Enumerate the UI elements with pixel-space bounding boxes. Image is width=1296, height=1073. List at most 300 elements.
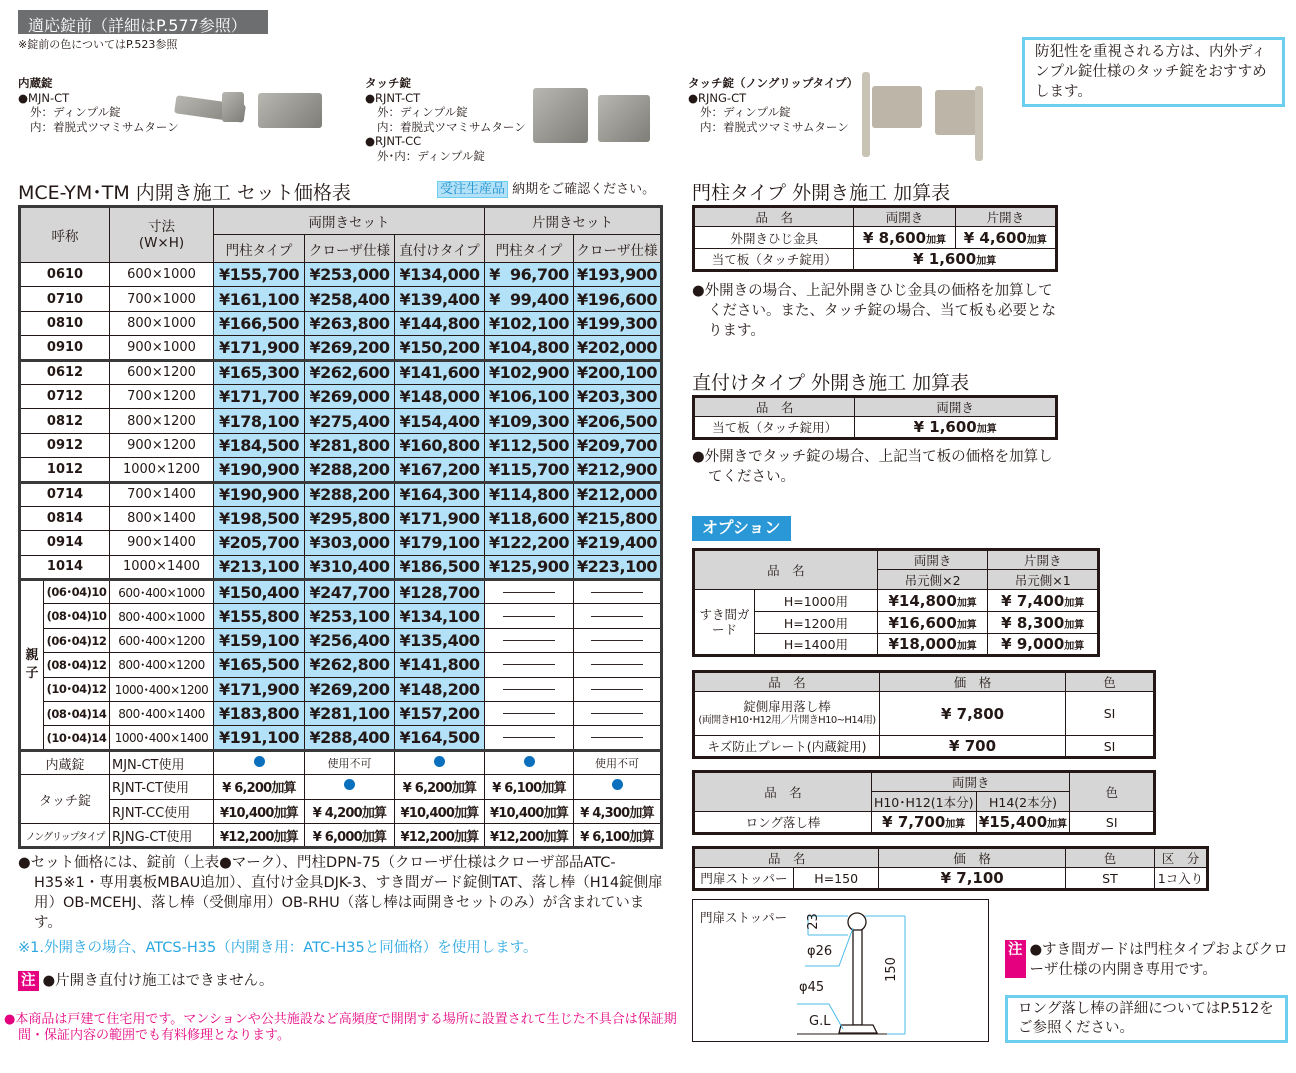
model-code: 0612: [20, 360, 110, 384]
ground-level-label: G.L: [809, 1014, 831, 1029]
long-bolt-ref-box: ロング落し棒の詳細についてはP.512をご参照ください。: [1005, 995, 1288, 1043]
price-cell: ¥171,900: [214, 336, 305, 360]
table-row: [20, 263, 662, 287]
size: 700×1400: [110, 482, 214, 506]
size: 700×1200: [110, 384, 214, 408]
table-row: [20, 677, 662, 701]
color: SI: [1070, 812, 1155, 834]
not-available: ――――: [574, 580, 662, 604]
size: 1000･400×1200: [110, 677, 214, 701]
table-row: [20, 360, 662, 384]
price: ¥ 4,600加算: [955, 227, 1056, 249]
price-cell: ¥281,100: [305, 702, 395, 726]
height: H=1000用: [755, 590, 878, 612]
price-cell: ¥219,400: [574, 531, 662, 555]
model-code: (10･04)14: [44, 726, 110, 750]
height: H=150: [793, 868, 879, 890]
price: ¥ 7,100: [879, 868, 1065, 890]
price-cell: ¥128,700: [395, 580, 485, 604]
price-cell: ¥150,200: [395, 336, 485, 360]
price-cell: ¥223,100: [574, 555, 662, 579]
price: ¥15,400加算: [976, 812, 1070, 834]
price-cell: ¥144,800: [395, 311, 485, 335]
price-cell: ¥269,200: [305, 677, 395, 701]
price-cell: ¥112,500: [485, 433, 574, 457]
price-cell: ¥288,200: [305, 482, 395, 506]
model-code: 0712: [20, 384, 110, 408]
price-cell: ¥148,000: [395, 384, 485, 408]
table-row: [20, 628, 662, 652]
price-cell: ¥171,900: [214, 677, 305, 701]
lock-price: ¥ 4,300加算: [580, 805, 654, 821]
made-to-order-note: [437, 178, 655, 197]
gap-guard-table: [692, 548, 1100, 657]
lock-image-plate: [222, 92, 244, 122]
table-row: [20, 336, 662, 360]
size: 1000×1400: [110, 555, 214, 579]
lock-image-inner: [258, 93, 322, 128]
set-price-table: [18, 205, 663, 849]
size: 800･400×1000: [110, 604, 214, 628]
lock-cell: [214, 799, 305, 823]
header-double: 両開き: [877, 550, 988, 570]
direct-table-title: 直付けタイプ 外開き施工 加算表: [692, 372, 970, 394]
size: 1000･400×1400: [110, 726, 214, 750]
lock-price: ¥ 4,200加算: [312, 805, 387, 821]
item-name: 当て板（タッチ錠用）: [694, 417, 855, 439]
gap-guard-name: すき間ガード: [694, 590, 755, 656]
price-cell: ¥171,700: [214, 384, 305, 408]
item-name: キズ防止プレート(内蔵錠用): [694, 736, 880, 758]
not-available: ――――: [574, 604, 662, 628]
price-cell: ¥102,100: [485, 311, 574, 335]
lock-price: ¥12,200加算: [219, 829, 298, 845]
price-cell: ¥104,800: [485, 336, 574, 360]
price-cell: ¥275,400: [305, 409, 395, 433]
caution-text: ●すき間ガードは門柱タイプおよびクローザ仕様の内開き専用です。: [1029, 942, 1288, 978]
not-available: ――――: [485, 677, 574, 701]
item-name: 当て板（タッチ錠用）: [694, 249, 854, 271]
lock-model: ●RJNT-CC: [365, 134, 422, 148]
lock-price: ¥12,200加算: [490, 829, 569, 845]
header-col: 門柱タイプ: [214, 235, 305, 263]
not-available: ――――: [485, 628, 574, 652]
price-cell: ¥ 99,400: [485, 287, 574, 311]
price-cell: ¥206,500: [574, 409, 662, 433]
size: 700×1000: [110, 287, 214, 311]
price-cell: ¥205,700: [214, 531, 305, 555]
price-cell: ¥122,200: [485, 531, 574, 555]
price: ¥16,600加算: [877, 612, 988, 634]
lock-category: タッチ錠: [365, 76, 411, 90]
lock-cell: [485, 823, 574, 847]
price-cell: ¥102,900: [485, 360, 574, 384]
size: 600×1000: [110, 263, 214, 287]
model-code: (08･04)14: [44, 702, 110, 726]
pillar-add-table: [692, 205, 1058, 272]
lock-line: 外：ディンプル錠: [377, 105, 468, 119]
oyako-label: 親子: [20, 580, 44, 751]
lock-cell: [574, 775, 662, 799]
price-cell: ¥193,900: [574, 263, 662, 287]
header-size: 寸法 (W×H): [110, 207, 214, 263]
header-double: 両開き: [871, 772, 1070, 792]
price-cell: ¥269,000: [305, 384, 395, 408]
lock-price: ¥ 6,000加算: [312, 829, 387, 845]
lock-price: ¥ 6,100加算: [580, 829, 654, 845]
price: ¥ 8,600加算: [854, 227, 955, 249]
price-cell: ¥186,500: [395, 555, 485, 579]
table-row: [20, 433, 662, 457]
header-price: 価 格: [879, 672, 1065, 692]
price-cell: ¥212,000: [574, 482, 662, 506]
not-usable: 使用不可: [574, 750, 662, 774]
lock-row: [20, 823, 662, 847]
model-code: 0610: [20, 263, 110, 287]
model-code: 0912: [20, 433, 110, 457]
price-cell: ¥310,400: [305, 555, 395, 579]
header-name: 呼称: [20, 207, 110, 263]
size: 800･400×1200: [110, 653, 214, 677]
price-cell: ¥125,900: [485, 555, 574, 579]
header-col: 門柱タイプ: [485, 235, 574, 263]
model-code: 0910: [20, 336, 110, 360]
size: 600×1200: [110, 360, 214, 384]
lock-line: 内：着脱式ツマミサムターン: [30, 119, 179, 134]
lock-price: ¥12,200加算: [400, 829, 479, 845]
header-single: 片開き: [955, 207, 1056, 227]
header-double: 両開き: [854, 207, 955, 227]
price-cell: ¥160,800: [395, 433, 485, 457]
header-single: 片開き: [988, 550, 1099, 570]
price-cell: ¥134,100: [395, 604, 485, 628]
price: ¥ 7,700加算: [871, 812, 976, 834]
price-cell: ¥196,600: [574, 287, 662, 311]
stopper-diagram: [692, 899, 989, 1042]
lock-model: RJNG-CT使用: [110, 823, 214, 847]
model-code: (08･04)10: [44, 604, 110, 628]
price-cell: ¥191,100: [214, 726, 305, 750]
price-cell: ¥288,400: [305, 726, 395, 750]
price-cell: ¥184,500: [214, 433, 305, 457]
price-cell: ¥247,700: [305, 580, 395, 604]
nongrip-handle-image: [862, 72, 870, 157]
price-cell: ¥178,100: [214, 409, 305, 433]
drop-bolt-table: [692, 670, 1156, 759]
header-name: 品 名: [694, 848, 879, 868]
long-bolt-table: [692, 770, 1156, 835]
lock-cell: [305, 799, 395, 823]
model-code: 0810: [20, 311, 110, 335]
price-cell: ¥209,700: [574, 433, 662, 457]
price-cell: ¥253,000: [305, 263, 395, 287]
diagram-title: 門扉ストッパー: [700, 910, 788, 925]
price-cell: ¥212,900: [574, 458, 662, 482]
lock-line: 外：ディンプル錠: [700, 105, 791, 119]
dim-pole-diameter: φ26: [807, 944, 833, 959]
not-usable: 使用不可: [305, 750, 395, 774]
price: ¥ 8,300加算: [988, 612, 1099, 634]
available-dot-icon: [612, 779, 623, 790]
size: 1000×1200: [110, 458, 214, 482]
price-cell: ¥199,300: [574, 311, 662, 335]
not-available: ――――: [485, 604, 574, 628]
table-row: [20, 458, 662, 482]
header-name: 品 名: [694, 397, 855, 417]
caution-badge: 注: [1005, 940, 1026, 978]
lock-row: [20, 750, 662, 774]
model-code: (08･04)12: [44, 653, 110, 677]
header-name: 品 名: [694, 207, 854, 227]
size: 800×1200: [110, 409, 214, 433]
nongrip-lock-image: [872, 86, 922, 128]
lock-model: ●RJNT-CT: [365, 90, 421, 105]
available-dot-icon: [434, 756, 445, 767]
table-row: [20, 409, 662, 433]
height: H=1200用: [755, 612, 878, 634]
price-cell: ¥262,800: [305, 653, 395, 677]
price-cell: ¥288,200: [305, 458, 395, 482]
lock-price: ¥10,400加算: [400, 805, 479, 821]
price: ¥ 9,000加算: [988, 634, 1099, 656]
available-dot-icon: [344, 779, 355, 790]
lock-model: RJNT-CC使用: [110, 799, 214, 823]
header-price: 価 格: [879, 848, 1065, 868]
price-cell: ¥256,400: [305, 628, 395, 652]
price-cell: ¥281,800: [305, 433, 395, 457]
made-to-order-badge: 受注生産品: [437, 181, 508, 198]
price: ¥14,800加算: [877, 590, 988, 612]
nongrip-lock-image: [935, 90, 977, 135]
lock-cell: [574, 799, 662, 823]
lock-price: ¥10,400加算: [219, 805, 298, 821]
size: 900×1400: [110, 531, 214, 555]
price-cell: ¥135,400: [395, 628, 485, 652]
header-color: 色: [1066, 672, 1155, 692]
price-cell: ¥165,300: [214, 360, 305, 384]
header-name: 品 名: [694, 672, 880, 692]
header-col: 直付けタイプ: [395, 235, 485, 263]
price: ¥ 7,800: [879, 692, 1065, 736]
lock-cell: [485, 750, 574, 774]
dim-ball-height: 23: [805, 913, 821, 930]
price-cell: ¥148,200: [395, 677, 485, 701]
pillar-note: ●外開きの場合、上記外開きひじ金具の価格を加算してください。また、タッチ錠の場合、当て板も必要となります。: [692, 283, 1056, 339]
item-name: ロング落し棒: [694, 812, 872, 834]
section-title: 適応錠前（詳細はP.577参照）: [18, 10, 268, 34]
price-cell: ¥171,900: [395, 506, 485, 530]
not-available: ――――: [485, 653, 574, 677]
lock-cell: [395, 799, 485, 823]
lock-cell: [485, 775, 574, 799]
size: 600･400×1200: [110, 628, 214, 652]
lock-model: ●MJN-CT: [18, 90, 70, 105]
price-cell: ¥295,800: [305, 506, 395, 530]
lock-group: 内蔵錠: [20, 750, 110, 774]
not-available: ――――: [485, 702, 574, 726]
model-code: 0710: [20, 287, 110, 311]
lock-price: ¥10,400加算: [490, 805, 569, 821]
footnote-1: ※1.外開きの場合、ATCS-H35（内開き用：ATC-H35と同価格）を使用します。: [18, 940, 538, 956]
direct-add-table: [692, 395, 1058, 440]
price-cell: ¥155,800: [214, 604, 305, 628]
price-cell: ¥139,400: [395, 287, 485, 311]
recommend-box: 防犯性を重視される方は、内外ディンプル錠仕様のタッチ錠をおすすめします。: [1022, 37, 1285, 107]
lock-line: 内：着脱式ツマミサムターン: [700, 119, 849, 134]
price-cell: ¥ 96,700: [485, 263, 574, 287]
header-name: 品 名: [694, 772, 872, 812]
price: ¥ 1,600加算: [855, 417, 1057, 439]
model-code: (10･04)12: [44, 677, 110, 701]
price-cell: ¥155,700: [214, 263, 305, 287]
price-cell: ¥159,100: [214, 628, 305, 652]
lock-row: [20, 799, 662, 823]
header-col: クローザ仕様: [574, 235, 662, 263]
lock-info-builtin: [18, 76, 179, 134]
not-available: ――――: [574, 628, 662, 652]
lock-line: 外･内：ディンプル錠: [377, 148, 485, 163]
model-code: 1012: [20, 458, 110, 482]
direct-note: ●外開きでタッチ錠の場合、上記当て板の価格を加算してください。: [692, 449, 1053, 485]
lock-price: ¥ 6,200加算: [222, 781, 296, 797]
table-row: [20, 384, 662, 408]
quantity: 1コ入り: [1155, 868, 1208, 890]
size: 800×1000: [110, 311, 214, 335]
size: 800×1400: [110, 506, 214, 530]
set-includes-note: ●セット価格には、錠前（上表●マーク）、門柱DPN-75（クローザ仕様はクローザ部品ATC-H35※1・専用裏板MBAU追加）、直付け金具DJK-3、すき間ガード錠側TAT、落し棒（H14錠側扉用）OB-MCEHJ、落し棒（受側扉用）OB-RHU（落し棒は両開きセットのみ）が含まれています。: [18, 855, 663, 931]
available-dot-icon: [254, 756, 265, 767]
lock-cell: [395, 775, 485, 799]
table-row: [20, 653, 662, 677]
item-sub: (両開きH10･H12用／片開きH10~H14用): [698, 714, 876, 726]
table-row: [20, 604, 662, 628]
price-cell: ¥106,100: [485, 384, 574, 408]
not-available: ――――: [485, 580, 574, 604]
price-cell: ¥164,300: [395, 482, 485, 506]
caution-text: ●片開き直付け施工はできません。: [42, 973, 274, 989]
table-row: [20, 580, 662, 604]
caution-badge: 注: [18, 971, 39, 991]
lock-cell: [305, 775, 395, 799]
lock-line: 外：ディンプル錠: [30, 105, 121, 119]
table-row: [20, 506, 662, 530]
price-cell: ¥179,100: [395, 531, 485, 555]
table-row: [20, 726, 662, 750]
lock-line: 内：着脱式ツマミサムターン: [377, 119, 526, 134]
caution-note: [18, 971, 274, 991]
lock-model: ●RJNG-CT: [688, 90, 747, 105]
lock-model: MJN-CT使用: [110, 750, 214, 774]
price-cell: ¥154,400: [395, 409, 485, 433]
header-sub: H14(2本分): [976, 792, 1070, 812]
table-row: [20, 287, 662, 311]
touch-lock-image-inner: [598, 95, 650, 142]
not-available: ――――: [574, 702, 662, 726]
price-cell: ¥157,200: [395, 702, 485, 726]
lock-group: タッチ錠: [20, 775, 110, 824]
lock-info-touch: [365, 76, 526, 163]
price-cell: ¥200,100: [574, 360, 662, 384]
price-cell: ¥183,800: [214, 702, 305, 726]
lock-category: タッチ錠（ノングリップタイプ）: [688, 76, 859, 90]
header-single: 片開きセット: [485, 207, 662, 235]
price: ¥18,000加算: [877, 634, 988, 656]
lock-cell: [214, 823, 305, 847]
price-cell: ¥115,700: [485, 458, 574, 482]
size: 900×1200: [110, 433, 214, 457]
price-cell: ¥303,000: [305, 531, 395, 555]
price-cell: ¥258,400: [305, 287, 395, 311]
size: 800･400×1400: [110, 702, 214, 726]
not-available: ――――: [574, 726, 662, 750]
color: ST: [1065, 868, 1154, 890]
lock-row: [20, 775, 662, 799]
lead-time-note: 納期をご確認ください。: [512, 182, 656, 197]
header-sub: H10･H12(1本分): [871, 792, 976, 812]
lock-group: ノングリップタイプ: [20, 823, 110, 847]
model-code: 0914: [20, 531, 110, 555]
header-color: 色: [1070, 772, 1155, 812]
header-name: 品 名: [694, 550, 878, 590]
price: ¥ 1,600加算: [854, 249, 1057, 271]
pillar-table-title: 門柱タイプ 外開き施工 加算表: [692, 182, 951, 204]
not-available: ――――: [574, 653, 662, 677]
price-cell: ¥161,100: [214, 287, 305, 311]
dim-base-diameter: φ45: [799, 980, 825, 995]
lock-cell: [395, 750, 485, 774]
stopper-drawing: [693, 900, 990, 1043]
price: ¥ 700: [879, 736, 1065, 758]
price-cell: ¥167,200: [395, 458, 485, 482]
table-row: [20, 482, 662, 506]
header-col: クローザ仕様: [305, 235, 395, 263]
price: ¥ 7,400加算: [988, 590, 1099, 612]
lock-cell: [305, 823, 395, 847]
model-code: (06･04)10: [44, 580, 110, 604]
lock-price: ¥ 6,200加算: [402, 781, 477, 797]
color: SI: [1066, 692, 1155, 736]
price-cell: ¥269,200: [305, 336, 395, 360]
model-code: (06･04)12: [44, 628, 110, 652]
lock-model: RJNT-CT使用: [110, 775, 214, 799]
table-row: [20, 311, 662, 335]
price-cell: ¥164,500: [395, 726, 485, 750]
touch-lock-image-outer: [533, 88, 588, 143]
model-code: 1014: [20, 555, 110, 579]
color-note: ※錠前の色についてはP.523参照: [18, 38, 178, 51]
header-sub: 吊元側×2: [877, 570, 988, 590]
main-table-title: MCE-YM･TM 内開き施工 セット価格表: [18, 182, 351, 204]
lock-price: ¥ 6,100加算: [492, 781, 566, 797]
lock-cell: [574, 823, 662, 847]
header-sub: 吊元側×1: [988, 570, 1099, 590]
header-category: 区 分: [1155, 848, 1208, 868]
price-cell: ¥202,000: [574, 336, 662, 360]
height: H=1400用: [755, 634, 878, 656]
lock-cell: [214, 775, 305, 799]
price-cell: ¥213,100: [214, 555, 305, 579]
item-name: 外開きひじ金具: [694, 227, 854, 249]
price-cell: ¥190,900: [214, 458, 305, 482]
model-code: 0812: [20, 409, 110, 433]
table-row: [20, 531, 662, 555]
model-code: 0714: [20, 482, 110, 506]
price-cell: ¥134,000: [395, 263, 485, 287]
item-name: 錠側扉用落し棒: [743, 698, 831, 714]
size: 900×1000: [110, 336, 214, 360]
table-row: [20, 555, 662, 579]
lock-cell: [214, 750, 305, 774]
